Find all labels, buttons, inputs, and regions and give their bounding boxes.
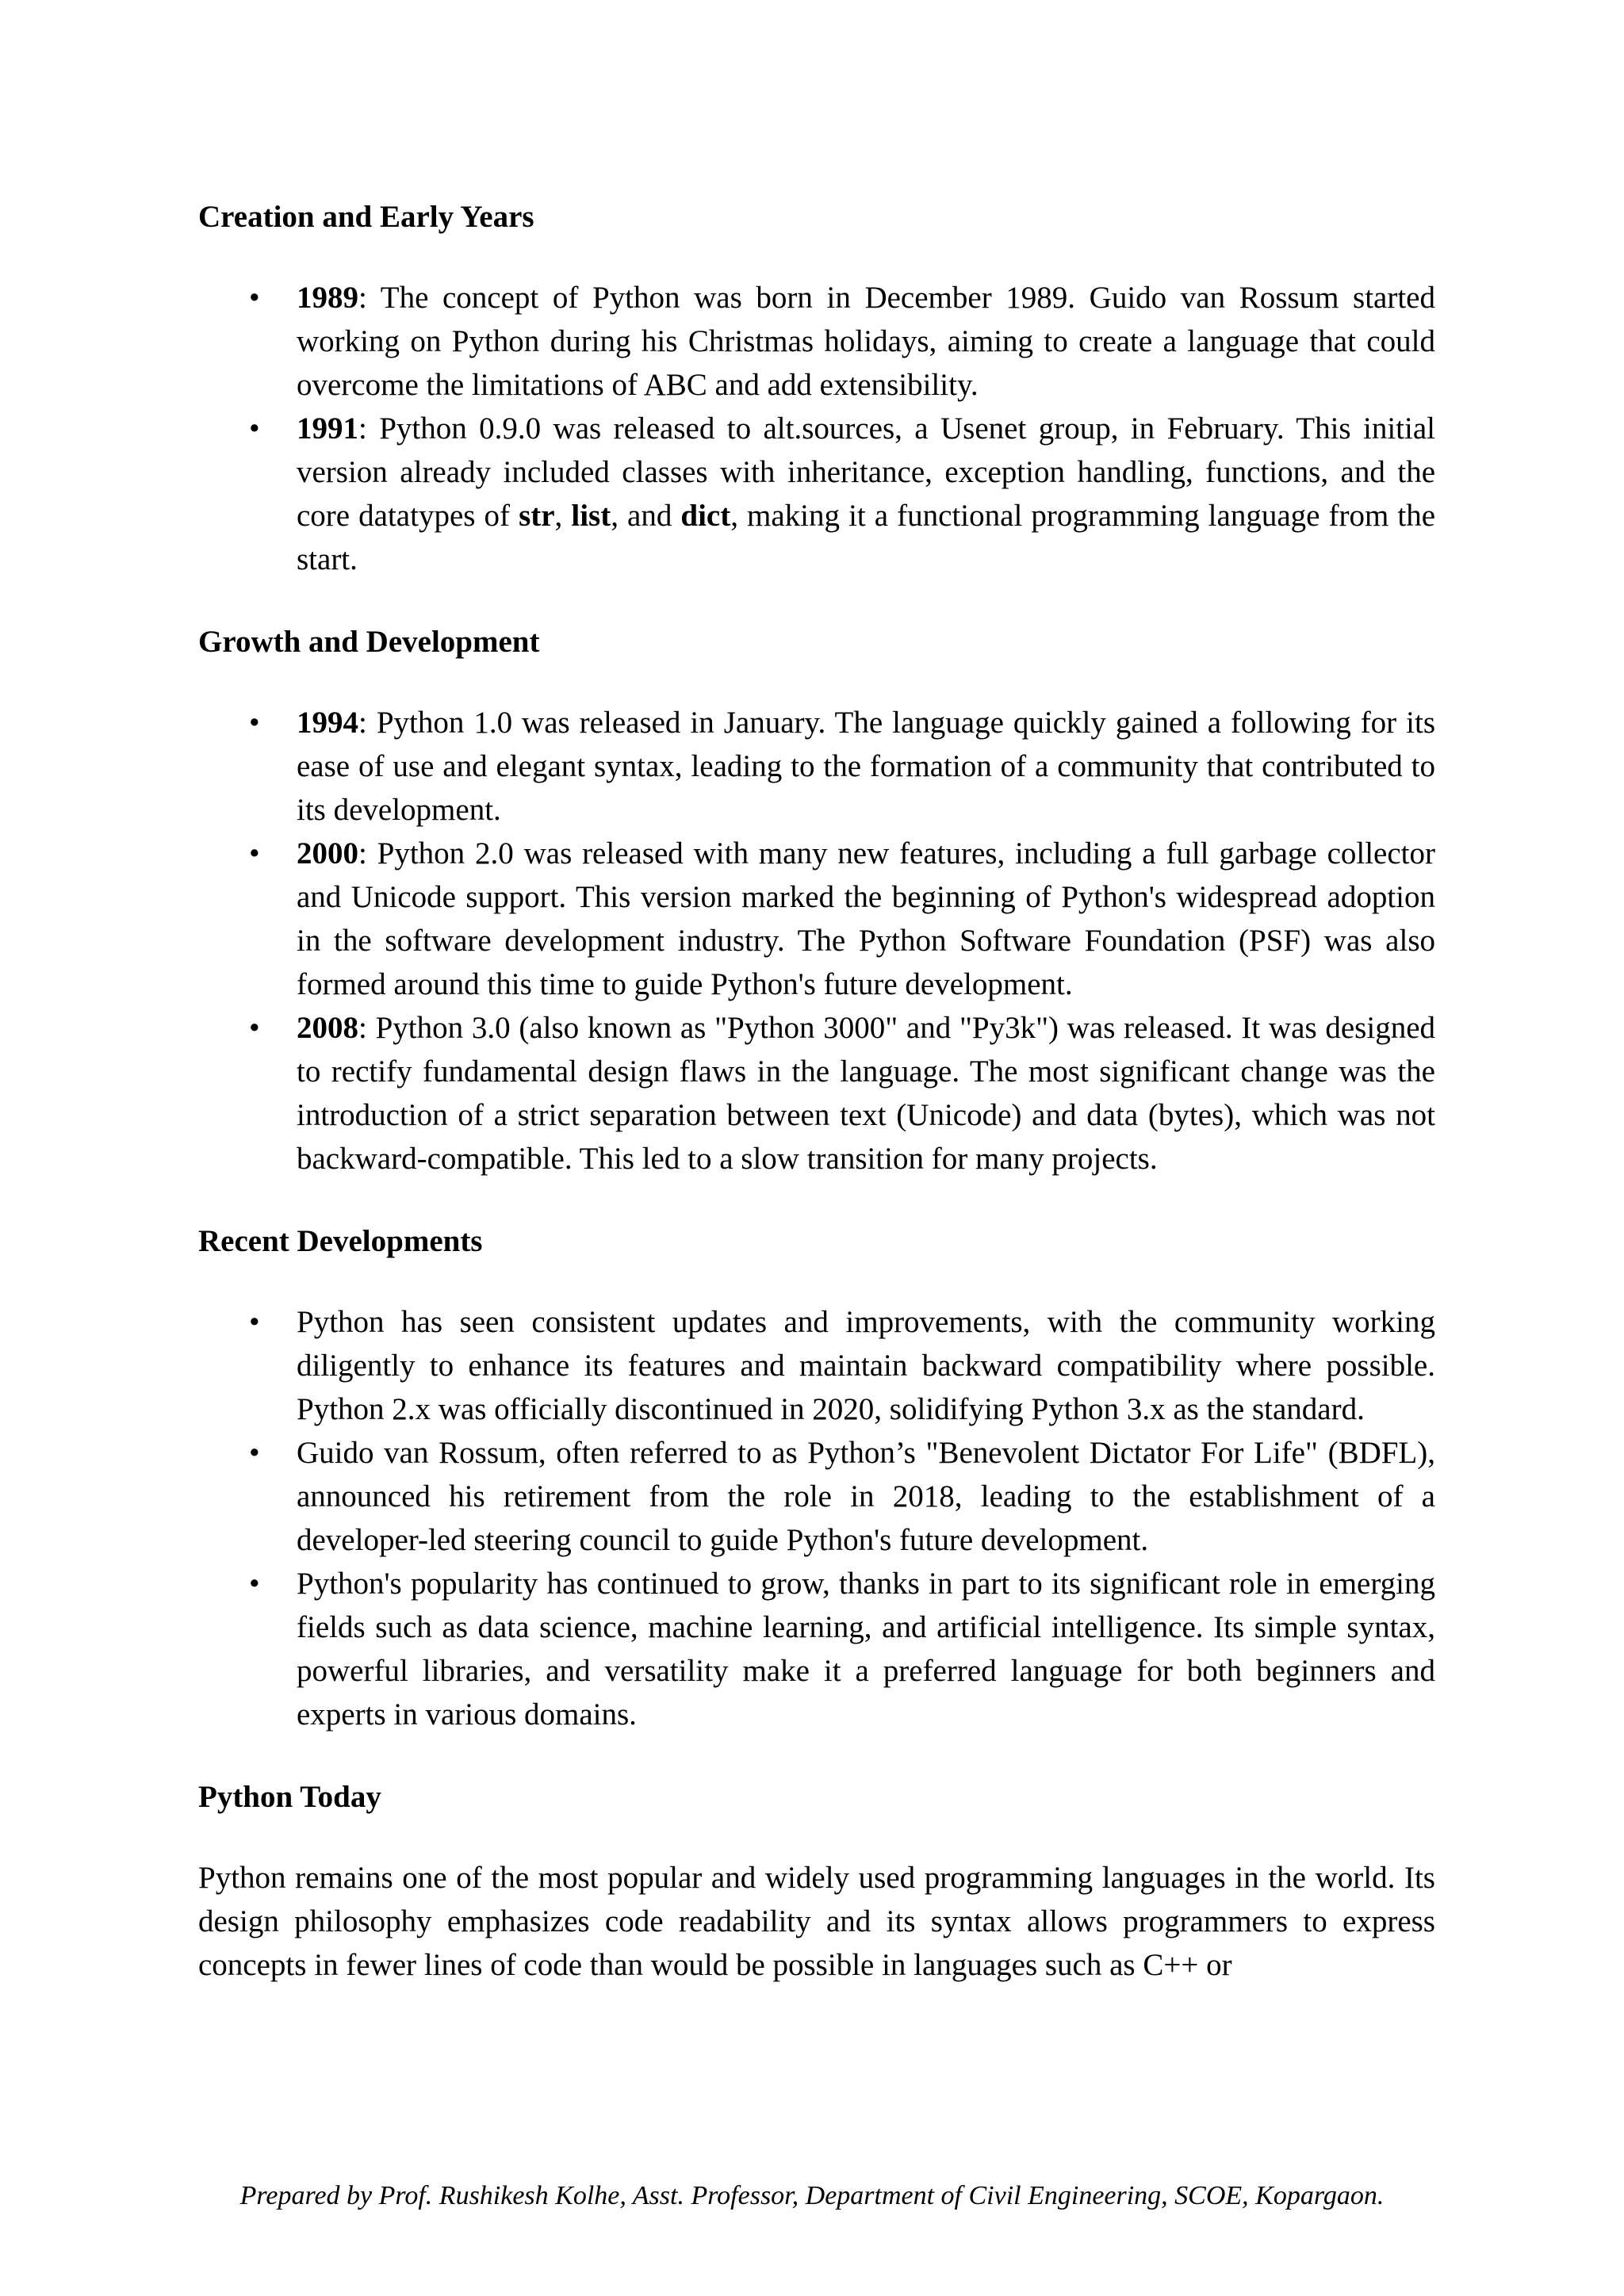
bullet-icon: • (249, 411, 260, 446)
list-item-text: Guido van Rossum, often referred to as Python’s "Benevolent Dictator For Life" (BDFL), announced his retirement from the role in 2018, leading to the establishment of a developer-led steering council to guide Python's future development. (297, 1436, 1435, 1557)
list-item-text: : The concept of Python was born in December 1989. Guido van Rossum started working on Python during his Christmas holidays, aiming to create a language that could overcome the limitations of ABC and add extensibility. (297, 281, 1435, 402)
year-label: 1991 (297, 411, 358, 446)
bullet-icon: • (249, 281, 260, 315)
list-item (198, 1006, 1435, 1181)
list-item (198, 1562, 1435, 1736)
document-page (198, 195, 1435, 1987)
year-label: 1989 (297, 281, 358, 315)
section-heading-today: Python Today (198, 1780, 381, 1814)
list-item-text: , making it a functional programming language from the start. (297, 499, 1436, 576)
page-footer: Prepared by Prof. Rushikesh Kolhe, Asst. Professor, Department of Civil Engineering, SCOE, Kopargaon. (239, 2181, 1385, 2210)
bullet-icon: • (249, 706, 260, 740)
bullet-list-recent (198, 1300, 1435, 1736)
bullet-list-creation (198, 276, 1435, 581)
bullet-icon: • (249, 1011, 260, 1045)
list-item-text: : Python 1.0 was released in January. The language quickly gained a following for its ease of use and elegant syntax, leading to the formation of a community that contributed to its development. (297, 706, 1435, 827)
bullet-list-growth (198, 701, 1435, 1181)
year-label: 1994 (297, 706, 358, 740)
list-item-text: Python has seen consistent updates and improvements, with the community working diligently to enhance its features and maintain backward compatibility where possible. Python 2.x was officially discontinued in 2020, solidifying Python 3.x as the standard. (297, 1305, 1435, 1426)
body-paragraph: Python remains one of the most popular and widely used programming languages in the world. Its design philosophy emphasizes code readability and its syntax allows programmers to express concepts in fewer lines of code than would be possible in languages such as C++ or (198, 1861, 1435, 1982)
year-label: 2000 (297, 836, 358, 871)
bullet-icon: • (249, 1305, 260, 1339)
list-item (198, 1431, 1435, 1562)
section-heading-recent: Recent Developments (198, 1224, 483, 1258)
datatype-dict: dict (680, 499, 731, 533)
list-item (198, 832, 1435, 1006)
separator: , and (611, 499, 681, 533)
list-item (198, 1300, 1435, 1431)
list-item-text: : Python 3.0 (also known as "Python 3000" and "Py3k") was released. It was designed to rectify fundamental design flaws in the language. The most significant change was the introduction of a strict separation between text (Unicode) and data (bytes), which was not backward-compatible. This led to a slow transition for many projects. (297, 1011, 1435, 1176)
datatype-list: list (571, 499, 611, 533)
list-item-text: : Python 0.9.0 was released to alt.sources, a Usenet group, in February. This initial version already included classes with inheritance, exception handling, functions, and the core datatypes of (297, 411, 1435, 533)
bullet-icon: • (249, 1567, 260, 1601)
separator: , (554, 499, 572, 533)
list-item (198, 701, 1435, 832)
bullet-icon: • (249, 1436, 260, 1470)
datatype-str: str (519, 499, 555, 533)
year-label: 2008 (297, 1011, 358, 1045)
list-item (198, 276, 1435, 407)
list-item-text: Python's popularity has continued to grow, thanks in part to its significant role in emerging fields such as data science, machine learning, and artificial intelligence. Its simple syntax, powerful libraries, and versatility make it a preferred language for both beginners and experts in various domains. (297, 1567, 1435, 1732)
section-heading-creation: Creation and Early Years (198, 200, 534, 234)
bullet-icon: • (249, 836, 260, 871)
section-heading-growth: Growth and Development (198, 625, 540, 659)
list-item-text: : Python 2.0 was released with many new features, including a full garbage collector and Unicode support. This version marked the beginning of Python's widespread adoption in the software development industry. The Python Software Foundation (PSF) was also formed around this time to guide Python's future development. (297, 836, 1435, 1001)
list-item (198, 407, 1435, 581)
